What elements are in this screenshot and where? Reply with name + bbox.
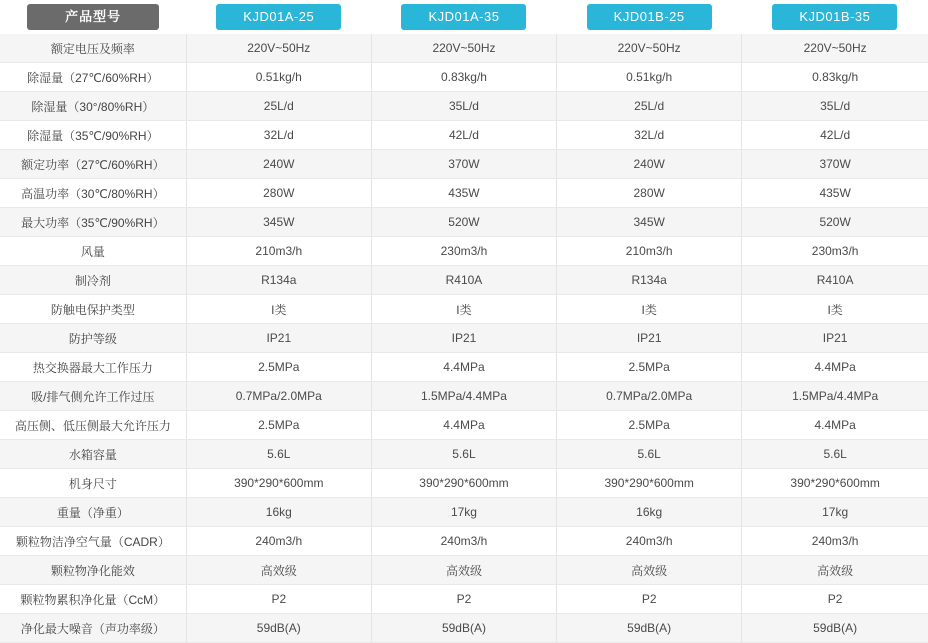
- table-row: [0, 237, 928, 266]
- table-row: [0, 556, 928, 585]
- row-value: 16kg: [186, 498, 371, 527]
- row-value: 0.7MPa/2.0MPa: [186, 382, 371, 411]
- row-label: 制冷剂: [0, 266, 186, 295]
- row-value: 220V~50Hz: [371, 34, 556, 63]
- row-value: 370W: [371, 150, 556, 179]
- row-value: 520W: [742, 208, 928, 237]
- table-row: [0, 92, 928, 121]
- row-label: 净化最大噪音（声功率级）: [0, 614, 186, 643]
- row-label: 额定功率（27℃/60%RH）: [0, 150, 186, 179]
- row-value: 2.5MPa: [557, 353, 742, 382]
- header-cell-model-1: [186, 0, 371, 34]
- row-label: 吸/排气侧允许工作过压: [0, 382, 186, 411]
- row-value: R410A: [371, 266, 556, 295]
- row-value: 390*290*600mm: [742, 469, 928, 498]
- row-value: P2: [186, 585, 371, 614]
- table-row: [0, 382, 928, 411]
- row-value: 520W: [371, 208, 556, 237]
- row-value: 42L/d: [742, 121, 928, 150]
- row-value: IP21: [742, 324, 928, 353]
- row-value: 2.5MPa: [557, 411, 742, 440]
- row-value: 0.7MPa/2.0MPa: [557, 382, 742, 411]
- row-value: 17kg: [742, 498, 928, 527]
- header-model-title: KJD01B-35: [772, 4, 897, 30]
- row-value: IP21: [186, 324, 371, 353]
- row-value: IP21: [557, 324, 742, 353]
- header-cell-label: [0, 0, 186, 34]
- table-row: [0, 179, 928, 208]
- row-label: 重量（净重）: [0, 498, 186, 527]
- row-value: R134a: [557, 266, 742, 295]
- row-label: 高温功率（30℃/80%RH）: [0, 179, 186, 208]
- row-value: 4.4MPa: [371, 353, 556, 382]
- table-header: [0, 0, 928, 34]
- table-row: [0, 295, 928, 324]
- row-value: 390*290*600mm: [186, 469, 371, 498]
- row-value: 59dB(A): [371, 614, 556, 643]
- header-model-title: KJD01A-35: [401, 4, 526, 30]
- row-value: 1.5MPa/4.4MPa: [742, 382, 928, 411]
- table-row: [0, 150, 928, 179]
- header-cell-model-3: [557, 0, 742, 34]
- header-label-title: 产品型号: [27, 4, 159, 30]
- row-value: 220V~50Hz: [186, 34, 371, 63]
- row-value: 高效级: [371, 556, 556, 585]
- row-value: 4.4MPa: [371, 411, 556, 440]
- row-value: 16kg: [557, 498, 742, 527]
- row-value: 345W: [557, 208, 742, 237]
- row-value: 220V~50Hz: [557, 34, 742, 63]
- row-value: 435W: [371, 179, 556, 208]
- row-value: I类: [557, 295, 742, 324]
- row-value: 0.51kg/h: [186, 63, 371, 92]
- row-value: 高效级: [742, 556, 928, 585]
- row-value: 17kg: [371, 498, 556, 527]
- row-label: 水箱容量: [0, 440, 186, 469]
- row-value: 230m3/h: [371, 237, 556, 266]
- row-label: 颗粒物洁净空气量（CADR）: [0, 527, 186, 556]
- row-label: 机身尺寸: [0, 469, 186, 498]
- row-value: 220V~50Hz: [742, 34, 928, 63]
- row-value: 5.6L: [186, 440, 371, 469]
- row-value: 35L/d: [371, 92, 556, 121]
- row-value: 230m3/h: [742, 237, 928, 266]
- table-row: [0, 208, 928, 237]
- row-value: 0.83kg/h: [742, 63, 928, 92]
- header-model-title: KJD01B-25: [587, 4, 712, 30]
- row-value: 240W: [186, 150, 371, 179]
- table-row: [0, 266, 928, 295]
- row-value: 35L/d: [742, 92, 928, 121]
- header-cell-model-2: [371, 0, 556, 34]
- table-row: [0, 324, 928, 353]
- row-value: 435W: [742, 179, 928, 208]
- header-model-title: KJD01A-25: [216, 4, 341, 30]
- row-value: 390*290*600mm: [371, 469, 556, 498]
- row-value: R410A: [742, 266, 928, 295]
- row-label: 高压侧、低压侧最大允许压力: [0, 411, 186, 440]
- row-value: I类: [371, 295, 556, 324]
- row-value: 0.83kg/h: [371, 63, 556, 92]
- row-value: 210m3/h: [557, 237, 742, 266]
- row-value: 240m3/h: [371, 527, 556, 556]
- row-value: 2.5MPa: [186, 411, 371, 440]
- row-value: 32L/d: [186, 121, 371, 150]
- row-value: 高效级: [557, 556, 742, 585]
- row-value: 59dB(A): [186, 614, 371, 643]
- table-row: [0, 440, 928, 469]
- table-row: [0, 527, 928, 556]
- row-value: 42L/d: [371, 121, 556, 150]
- row-value: I类: [186, 295, 371, 324]
- row-value: 370W: [742, 150, 928, 179]
- row-value: 高效级: [186, 556, 371, 585]
- table-row: [0, 498, 928, 527]
- row-value: 280W: [557, 179, 742, 208]
- row-value: P2: [742, 585, 928, 614]
- row-label: 最大功率（35℃/90%RH）: [0, 208, 186, 237]
- row-label: 热交换器最大工作压力: [0, 353, 186, 382]
- row-value: 240m3/h: [186, 527, 371, 556]
- table-row: [0, 411, 928, 440]
- row-label: 除湿量（27℃/60%RH）: [0, 63, 186, 92]
- table-row: [0, 469, 928, 498]
- row-value: 4.4MPa: [742, 411, 928, 440]
- row-value: 240m3/h: [557, 527, 742, 556]
- row-label: 除湿量（30°/80%RH）: [0, 92, 186, 121]
- row-value: P2: [557, 585, 742, 614]
- table-row: [0, 63, 928, 92]
- row-value: 59dB(A): [742, 614, 928, 643]
- row-value: 5.6L: [742, 440, 928, 469]
- row-value: I类: [742, 295, 928, 324]
- row-value: 345W: [186, 208, 371, 237]
- row-label: 颗粒物累积净化量（CcM）: [0, 585, 186, 614]
- row-label: 除湿量（35℃/90%RH）: [0, 121, 186, 150]
- row-label: 防护等级: [0, 324, 186, 353]
- row-label: 风量: [0, 237, 186, 266]
- table-row: [0, 34, 928, 63]
- row-value: 25L/d: [186, 92, 371, 121]
- row-value: R134a: [186, 266, 371, 295]
- row-value: 4.4MPa: [742, 353, 928, 382]
- row-label: 颗粒物净化能效: [0, 556, 186, 585]
- row-value: 5.6L: [371, 440, 556, 469]
- row-value: 32L/d: [557, 121, 742, 150]
- row-value: 280W: [186, 179, 371, 208]
- row-value: 5.6L: [557, 440, 742, 469]
- table-row: [0, 614, 928, 643]
- row-value: 210m3/h: [186, 237, 371, 266]
- row-label: 防触电保护类型: [0, 295, 186, 324]
- row-value: 0.51kg/h: [557, 63, 742, 92]
- table-row: [0, 353, 928, 382]
- header-cell-model-4: [742, 0, 928, 34]
- row-value: P2: [371, 585, 556, 614]
- row-value: 1.5MPa/4.4MPa: [371, 382, 556, 411]
- row-value: 390*290*600mm: [557, 469, 742, 498]
- row-value: 25L/d: [557, 92, 742, 121]
- row-value: 2.5MPa: [186, 353, 371, 382]
- row-value: 240m3/h: [742, 527, 928, 556]
- row-label: 额定电压及频率: [0, 34, 186, 63]
- row-value: IP21: [371, 324, 556, 353]
- table-row: [0, 121, 928, 150]
- table-row: [0, 585, 928, 614]
- table-header-row: [0, 0, 928, 34]
- row-value: 240W: [557, 150, 742, 179]
- row-value: 59dB(A): [557, 614, 742, 643]
- table-body: [0, 34, 928, 643]
